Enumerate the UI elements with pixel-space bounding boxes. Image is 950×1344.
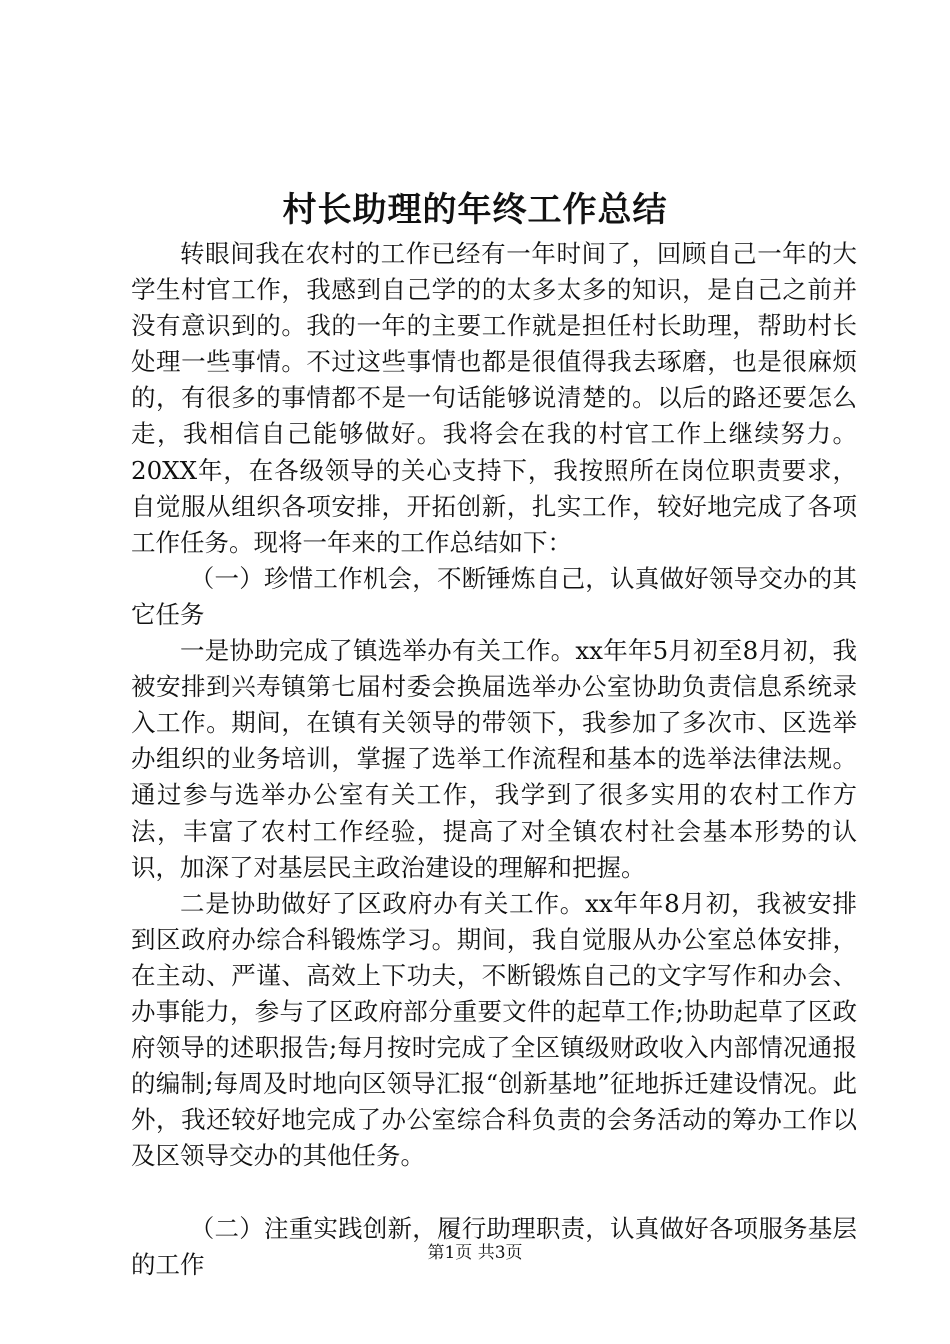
document-title: 村长助理的年终工作总结 [282, 190, 668, 230]
section-heading-2: （二）注重实践创新，履行助理职责，认真做好各项服务基层的工作 [131, 1213, 857, 1279]
paragraph-item-2: 二是协助做好了区政府办有关工作。xx年年8月初，我被安排到区政府办综合科锻炼学习。期间，我自觉服从办公室总体安排，在主动、严谨、高效上下功夫，不断锻炼自己的文字写作和办会、办事能力，参与了区政府部分重要文件的起草工作;协助起草了区政府领导的述职报告;每月按时完成了全区镇级财政收入内部情况通报的编制;每周及时地向区领导汇报“创新基地”征地拆迁建设情况。此外，我还较好地完成了办公室综合科负责的会务活动的筹办工作以及区领导交办的其他任务。 [131, 888, 857, 1171]
blank-line [131, 1174, 857, 1210]
document-body [131, 236, 857, 1283]
paragraph-item-1: 一是协助完成了镇选举办有关工作。xx年年5月初至8月初，我被安排到兴寿镇第七届村委会换届选举办公室协助负责信息系统录入工作。期间，在镇有关领导的带领下，我参加了多次市、区选举办组织的业务培训，掌握了选举工作流程和基本的选举法律法规。通过参与选举办公室有关工作，我学到了很多实用的农村工作方法，丰富了农村工作经验，提高了对全镇农村社会基本形势的认识，加深了对基层民主政治建设的理解和把握。 [131, 636, 857, 882]
page-footer: 第1页 共3页 [427, 1243, 523, 1263]
paragraph-intro: 转眼间我在农村的工作已经有一年时间了，回顾自己一年的大学生村官工作，我感到自己学的的太多太多的知识，是自己之前并没有意识到的。我的一年的主要工作就是担任村长助理，帮助村长处理一些事情。不过这些事情也都是很值得我去琢磨，也是很麻烦的，有很多的事情都不是一句话能够说清楚的。以后的路还要怎么走，我相信自己能够做好。我将会在我的村官工作上继续努力。20XX年，在各级领导的关心支持下，我按照所在岗位职责要求，自觉服从组织各项安排，开拓创新，扎实工作，较好地完成了各项工作任务。现将一年来的工作总结如下： [131, 239, 857, 557]
section-heading-1: （一）珍惜工作机会，不断锤炼自己，认真做好领导交办的其它任务 [131, 563, 857, 629]
